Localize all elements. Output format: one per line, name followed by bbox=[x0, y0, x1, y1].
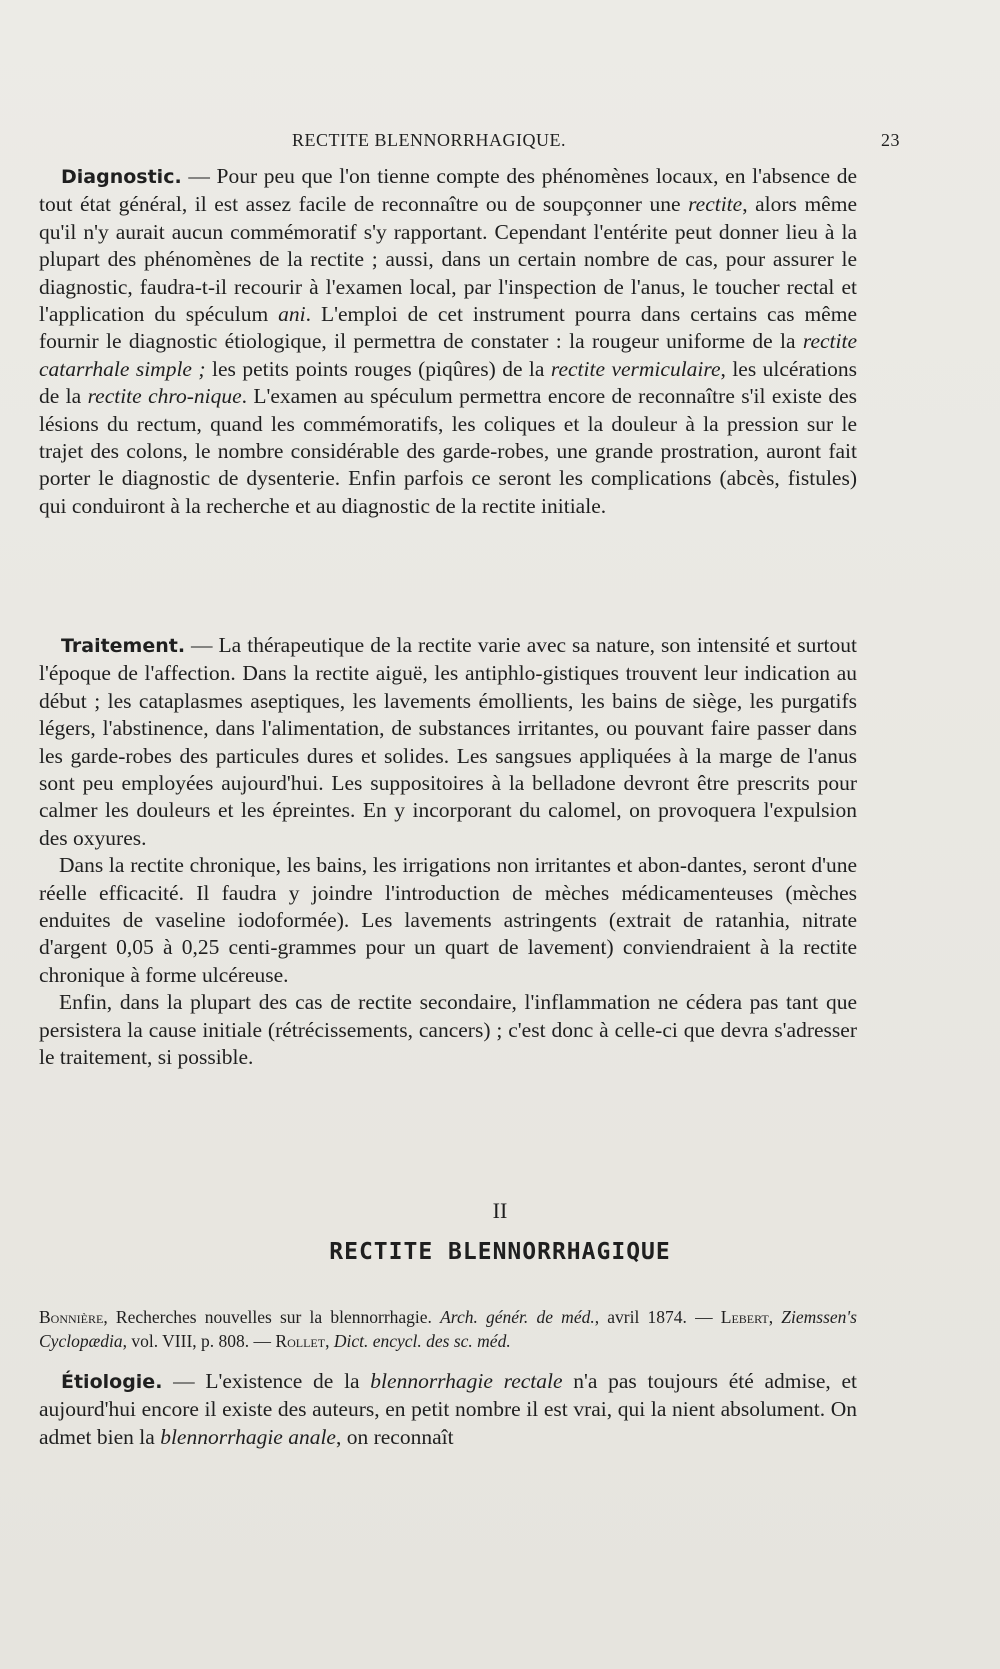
italic-run: Arch. génér. de méd. bbox=[440, 1307, 595, 1327]
text-run: , Recherches nouvelles sur la blennorrhagie. bbox=[103, 1307, 441, 1327]
traitement-paragraph-1 bbox=[39, 632, 857, 852]
bibliography bbox=[39, 1305, 857, 1353]
running-head bbox=[40, 130, 900, 154]
text-run: , avril 1874. — bbox=[594, 1307, 721, 1327]
author-name: Lebert bbox=[720, 1307, 769, 1327]
italic-run: rectite bbox=[688, 192, 743, 217]
italic-run: ani bbox=[278, 302, 306, 327]
text-run: — La thérapeutique de la rectite varie avec sa nature, son intensité et surtout l'époque de l'affection. Dans la rectite aiguë, les antiphlo-gistiques trouvent leur indication au début ; les cataplasmes aseptiques, les lavements émollients, les bains de siège, les purgatifs légers, l'abstinence, dans l'alimentation, de substances irritantes, ou pouvant faire passer dans les garde-robes des particules dures et solides. Les sangsues appliquées à la marge de l'anus sont peu employées aujourd'hui. Les suppositoires à la belladone devront être prescrits pour calmer les douleurs et les épreintes. En y incorporant du calomel, on provoquera l'expulsion des oxyures. bbox=[39, 633, 857, 850]
traitement-section bbox=[39, 632, 857, 1072]
section-title: RECTITE BLENNORRHAGIQUE bbox=[329, 1239, 671, 1265]
text-run: , les ulcérations de la bbox=[39, 356, 857, 409]
etiologie-section bbox=[39, 1368, 857, 1451]
text-run: les petits points rouges (piqûres) de la bbox=[205, 356, 551, 381]
text-run: , bbox=[325, 1331, 334, 1351]
text-run: , bbox=[768, 1307, 782, 1327]
bibliography-entry bbox=[39, 1305, 857, 1353]
traitement-paragraph-2: Dans la rectite chronique, les bains, les irrigations non irritantes et abon-dantes, seront d'une réelle efficacité. Il faudra y joindre l'introduction de mèches médicamenteuses (mèches enduites de vaseline iodoformée). Les lavements astringents (extrait de ratanhia, nitrate d'argent 0,05 à 0,25 centi-grammes pour un quart de lavement) conviendraient à la rectite chronique à forme ulcéreuse. bbox=[39, 853, 857, 987]
italic-run: rectite chro-nique bbox=[87, 384, 242, 409]
text-run: — L'existence de la bbox=[162, 1369, 371, 1393]
etiologie-paragraph bbox=[39, 1368, 857, 1451]
text-run: n'a pas toujours été admise, et aujourd'hui encore il existe des auteurs, en petit nombre il est vrai, qui la nient absolument. On admet bien la bbox=[39, 1369, 857, 1449]
italic-run: blennorrhagie anale bbox=[160, 1424, 336, 1449]
diagnostic-paragraph bbox=[39, 163, 857, 520]
text-run: . L'emploi de cet instrument pourra dans certains cas même fournir le diagnostic étiologique, il permettra de constater : la rougeur uniforme de la bbox=[39, 302, 857, 354]
author-name: Bonnière bbox=[39, 1307, 104, 1327]
page-number: 23 bbox=[881, 130, 900, 150]
italic-run: Ziemssen's Cyclopædia bbox=[39, 1307, 857, 1351]
author-name: Rollet bbox=[275, 1331, 326, 1351]
text-run: — Pour peu que l'on tienne compte des phénomènes locaux, en l'absence de tout état général, il est assez facile de reconnaître ou de soupçonner une bbox=[39, 164, 857, 217]
text-run: , on reconnaît bbox=[335, 1424, 454, 1449]
section-number: II bbox=[492, 1198, 508, 1223]
text-run: , alors même qu'il n'y aurait aucun commémoratif s'y rapportant. Cependant l'entérite peut donner lieu à la plupart des phénomènes de la rectite ; aussi, dans un certain nombre de cas, pour assurer le diagnostic, faudra-t-il recourir à l'examen local, par l'inspection de l'anus, le toucher rectal et l'application du spéculum bbox=[39, 192, 857, 327]
text-run: . L'examen au spéculum permettra encore de reconnaître s'il existe des lésions du rectum, quand les commémoratifs, les coliques et la douleur à la pression sur le trajet des colons, le nombre considérable des garde-robes, une grande prostration, auront fait porter le diagnostic de dysenterie. Enfin parfois ce seront les complications (abcès, fistules) qui conduiront à la recherche et au diagnostic de la rectite initiale. bbox=[39, 384, 858, 518]
italic-run: blennorrhagie rectale bbox=[370, 1369, 563, 1393]
diagnostic-section bbox=[39, 163, 857, 520]
etiologie-heading: Étiologie. bbox=[61, 1371, 163, 1393]
traitement-paragraph-3: Enfin, dans la plupart des cas de rectite secondaire, l'inflammation ne cédera pas tant que persistera la cause initiale (rétrécissements, cancers) ; c'est donc à celle-ci que devra s'adresser le traitement, si possible. bbox=[39, 990, 857, 1070]
italic-run: Dict. encycl. des sc. méd. bbox=[333, 1331, 511, 1351]
diagnostic-heading: Diagnostic. bbox=[61, 166, 182, 188]
running-title: RECTITE BLENNORRHAGIQUE. bbox=[292, 130, 566, 150]
traitement-heading: Traitement. bbox=[61, 635, 186, 657]
text-run: , vol. VIII, p. 808. — bbox=[122, 1331, 276, 1351]
italic-run: rectite catarrhale simple ; bbox=[39, 329, 857, 381]
italic-run: rectite vermiculaire bbox=[550, 356, 721, 381]
